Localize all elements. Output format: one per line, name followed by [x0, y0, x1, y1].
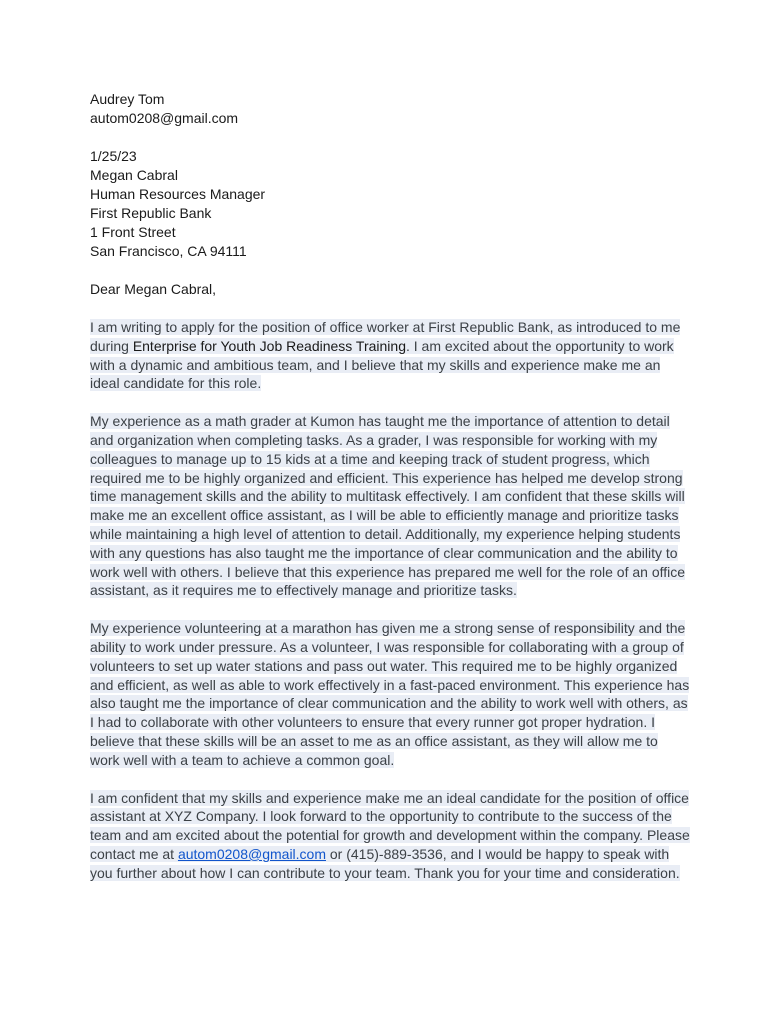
letter-date: 1/25/23 [90, 148, 137, 164]
paragraph-kumon-text: My experience as a math grader at Kumon has taught me the importance of attention to detail and organization when completing tasks. As a grader, I was responsible for working with my colleagues to manage up to 15 kids at a time and keeping track of student progress, which required me to be highly organized and efficient. This experience has helped me develop strong time management skills and the ability to multitask effectively. I am confident that these skills will make me an excellent office assistant, as I will be able to efficiently manage and prioritize tasks while maintaining a high level of attention to detail. Additionally, my experience helping students with any questions has also taught me the importance of clear communication and the ability to work well with others. I believe that this experience has prepared me well for the role of an office assistant, as it requires me to effectively manage and prioritize tasks. [90, 413, 686, 599]
recipient-block [90, 147, 690, 261]
email-link[interactable]: autom0208@gmail.com [177, 845, 326, 862]
program-name: Enterprise for Youth Job Readiness Training [132, 337, 406, 354]
paragraph-closing-text-start: I am confident that my skills and experience make me an ideal candidate for the position of office assistant at XYZ Company. I look forward to the opportunity to contribute to the success of the team and am excited about the potential for growth and development within the company. Please contact me at [90, 789, 690, 862]
paragraph-marathon-text: My experience volunteering at a marathon has given me a strong sense of responsibility and the ability to work under pressure. As a volunteer, I was responsible for collaborating with a group of volunteers to set up water stations and pass out water. This required me to be highly organized and efficient, as well as able to work effectively in a fast-paced environment. This experience has also taught me the importance of clear communication and the ability to work well with others, as I had to collaborate with other volunteers to ensure that every runner got proper hydration. I believe that these skills will be an asset to me as an office assistant, as they will allow me to work well with a team to achieve a common goal. [90, 620, 690, 768]
recipient-company: First Republic Bank [90, 205, 212, 221]
cover-letter [90, 90, 690, 883]
paragraph-marathon [90, 619, 690, 769]
recipient-street: 1 Front Street [90, 224, 176, 240]
sender-name: Audrey Tom [90, 91, 165, 107]
paragraph-closing-text-end: or (415)-889-3536, and I would be happy to speak with you further about how I can contribute to your team. Thank you for your time and consideration. [90, 845, 680, 881]
paragraph-intro-text-start: I am writing to apply for the position of office worker at First Republic Bank, as introduced to me during [90, 319, 681, 354]
recipient-city: San Francisco, CA 94111 [90, 243, 247, 259]
paragraph-intro [90, 318, 690, 393]
recipient-name: Megan Cabral [90, 167, 178, 183]
paragraph-kumon [90, 412, 690, 600]
paragraph-closing [90, 789, 690, 883]
recipient-title: Human Resources Manager [90, 186, 266, 202]
sender-block [90, 90, 690, 128]
paragraph-intro-text-end: . I am excited about the opportunity to work with a dynamic and ambitious team, and I believe that my skills and experience make me an ideal candidate for this role. [90, 337, 674, 392]
sender-email: autom0208@gmail.com [90, 110, 239, 126]
salutation: Dear Megan Cabral, [90, 281, 217, 297]
